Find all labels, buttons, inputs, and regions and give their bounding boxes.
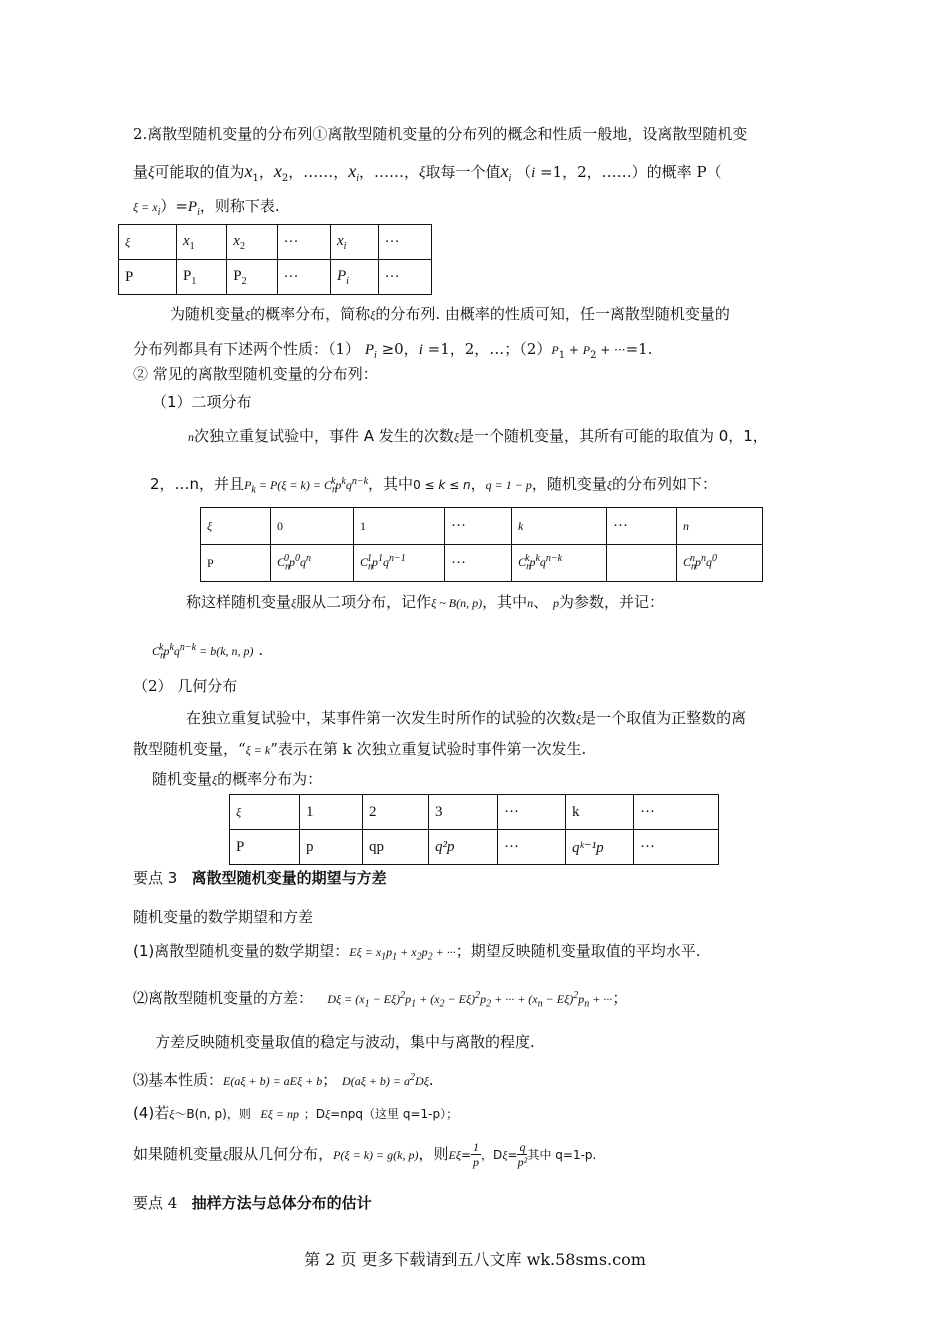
table-row: [119, 225, 432, 260]
table-row: [201, 545, 763, 582]
table-cell: ···: [445, 508, 512, 545]
table-cell: $C_n^np^nq^0$: [677, 545, 763, 582]
table-cell: $C_n^kp^kq^{n-k}$: [512, 545, 607, 582]
para1-line3: ② 常见的离散型随机变量的分布列：: [133, 365, 378, 383]
table-cell: ···: [445, 545, 512, 582]
table-cell: $P_i$: [330, 260, 378, 295]
binom-formula: $C_n^kp^kq^{n-k} = b(k$, n, p) .: [152, 641, 264, 662]
section2-line1: 2.离散型随机变量的分布列①离散型随机变量的分布列的概念和性质一般地，设离散型随机变: [133, 125, 748, 143]
point3-variance-note: 方差反映随机变量取值的稳定与波动，集中与离散的程度.: [155, 1033, 535, 1051]
table-row: [201, 508, 763, 545]
table-cell: 2: [363, 795, 429, 830]
table-cell: ξ: [201, 508, 271, 545]
binom-line3: 称这样随机变量ξ服从二项分布，记作ξ ~ B(n, p)，其中n、 p为参数，并记：: [186, 593, 664, 611]
table-cell: qp: [363, 830, 429, 865]
point3-subtitle: 随机变量的数学期望和方差: [133, 908, 314, 926]
table-cell: $P_2$: [227, 260, 277, 295]
table-cell: ···: [378, 260, 431, 295]
table-cell: ξ: [119, 225, 177, 260]
table-cell: $x_1$: [177, 225, 227, 260]
table-cell: ···: [498, 830, 566, 865]
geom-line1: 在独立重复试验中，某事件第一次发生时所作的试验的次数ξ是一个取值为正整数的离: [186, 709, 747, 727]
table-cell: qᵏ⁻¹p: [566, 830, 634, 865]
table-row: [230, 795, 719, 830]
table-cell: ···: [277, 260, 330, 295]
geometric-table: [229, 794, 719, 865]
para1-line1: 为随机变量ξ的概率分布，简称ξ的分布列. 由概率的性质可知，任一离散型随机变量的: [170, 305, 730, 323]
binom-line1: n次独立重复试验中，事件 A 发生的次数ξ是一个随机变量，其所有可能的取值为 0，1，: [188, 427, 768, 445]
binom-line2: 2，…n，并且$P_k = P(\xi = k) = C_n^kp^kq^{n-k}$，其中0 ≤ k ≤ n，q = 1 − p，随机变量ξ的分布列如下：: [150, 475, 718, 496]
geometric-title: （2） 几何分布: [133, 677, 238, 695]
table-cell: ···: [634, 830, 719, 865]
table-cell: ···: [498, 795, 566, 830]
table-cell: $x_i$: [330, 225, 378, 260]
table-cell: q²p: [429, 830, 498, 865]
point3-variance: ⑵离散型随机变量的方差： $D\xi = (x_1 - E\xi)^2p_1 + (x_2 - E\xi)^2p_2$ + ··· + $(x_n - E\xi)^2p_n$ + ···；: [133, 989, 628, 1010]
section2-line3: $\xi = x_i)=P_i$，则称下表.: [133, 197, 280, 218]
table-cell: n: [677, 508, 763, 545]
page-footer: 第 2 页 更多下载请到五八文库 wk.58sms.com: [304, 1250, 646, 1269]
table-cell: 3: [429, 795, 498, 830]
point4-heading: 要点 4 抽样方法与总体分布的估计: [133, 1194, 372, 1212]
table-cell: k: [566, 795, 634, 830]
geom-line2: 散型随机变量，“ξ = k”表示在第 k 次独立重复试验时事件第一次发生.: [133, 740, 587, 758]
table-cell: 1: [300, 795, 363, 830]
table-cell: P: [201, 545, 271, 582]
table-cell: $C_n^1p^1q^{n-1}$: [354, 545, 445, 582]
table-cell: ···: [378, 225, 431, 260]
table-cell: $x_2$: [227, 225, 277, 260]
table-cell: ξ: [230, 795, 300, 830]
section2-line2: 量ξ可能取的值为$x_1$，$x_2$，……，$x_i$，……，ξ取每一个值$x_i$ （i =1，2，……）的概率 P（: [133, 161, 722, 184]
geom-line3: 随机变量ξ的概率分布为：: [152, 770, 323, 788]
table-row: [119, 260, 432, 295]
table-cell: k: [512, 508, 607, 545]
table-cell: ···: [634, 795, 719, 830]
table-cell: p: [300, 830, 363, 865]
binomial-table: [200, 507, 763, 582]
table-cell: $C_n^0p^0q^n$: [271, 545, 354, 582]
distribution-table: [118, 224, 432, 295]
point3-properties: ⑶基本性质：E(aξ + b) = aEξ + b； $D(a\xi + b) = a^2D\xi$.: [133, 1071, 434, 1089]
fraction: $\frac{1}{p}$: [473, 1140, 480, 1169]
table-cell: ···: [277, 225, 330, 260]
table-cell: $P_1$: [177, 260, 227, 295]
table-cell: ···: [607, 508, 677, 545]
table-cell: 0: [271, 508, 354, 545]
table-cell: [607, 545, 677, 582]
point3-geometric-property: 如果随机变量ξ服从几何分布，P(ξ = k) = g(k, p)，则Eξ= $\frac{1}{p}$ ，Dξ= $\frac{q}{\text{p²}}$ 其中 q=1-p.: [133, 1140, 597, 1169]
table-cell: P: [119, 260, 177, 295]
table-cell: 1: [354, 508, 445, 545]
point3-expectation: (1)离散型随机变量的数学期望：$E\xi = x_1p_1 + x_2p_2$ + ···；期望反映随机变量取值的平均水平.: [133, 942, 701, 963]
binomial-title: （1）二项分布: [152, 393, 252, 411]
table-cell: P: [230, 830, 300, 865]
para1-line2: 分布列都具有下述两个性质：（1） $P_i \ge 0$，i =1，2，…；$(2)P_1 + P_2 + \cdot\cdot\cdot=1$.: [133, 340, 653, 361]
point3-heading: 要点 3 离散型随机变量的期望与方差: [133, 869, 387, 887]
fraction: $\frac{q}{\text{p²}}$: [517, 1140, 528, 1169]
table-row: [230, 830, 719, 865]
point3-binomial-property: (4)若ξ～B(n, p)，则 Eξ = np ；Dξ=npq（这里 q=1-p）；: [133, 1104, 459, 1122]
